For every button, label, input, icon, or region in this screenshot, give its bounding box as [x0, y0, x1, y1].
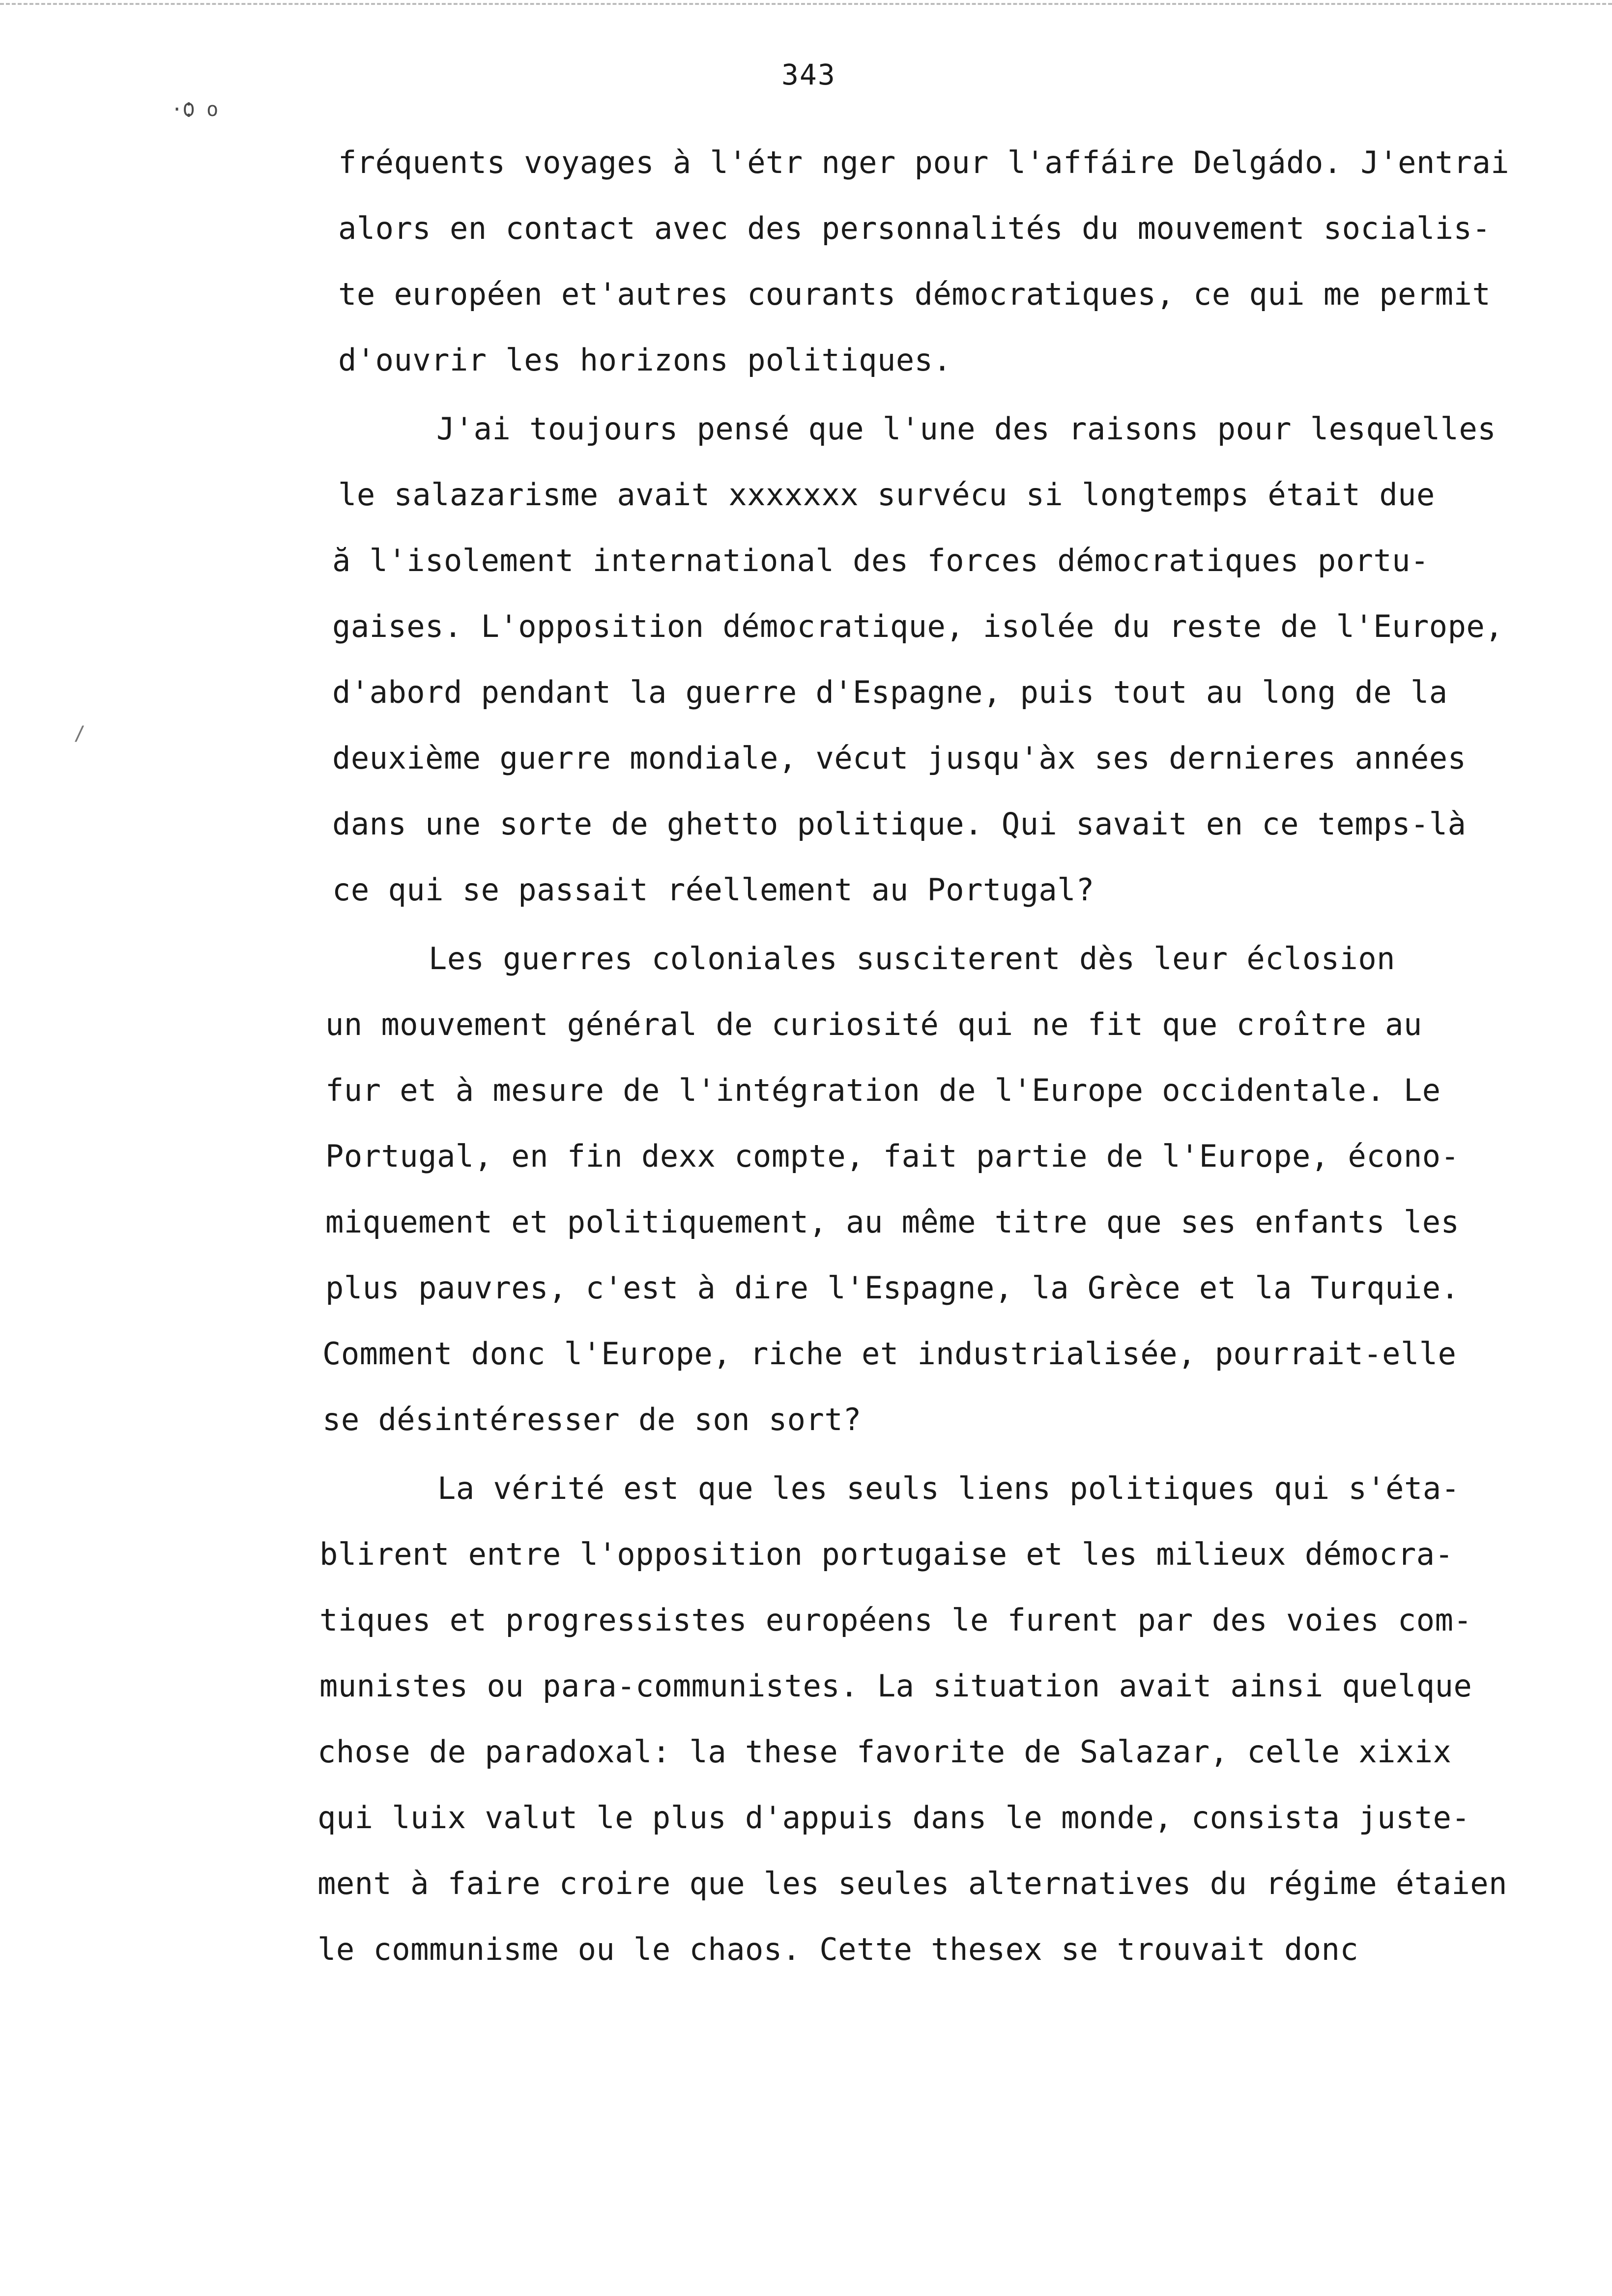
text-line: fréquents voyages à l'étr nger pour l'affáire Delgádo. J'entrai	[338, 144, 1510, 180]
text-line: tiques et progressistes européens le furent par des voies com-	[319, 1602, 1472, 1638]
text-line: Comment donc l'Europe, riche et industrialisée, pourrait-elle	[322, 1336, 1457, 1372]
text-line: J'ai toujours pensé que l'une des raisons pour lesquelles	[436, 411, 1497, 447]
text-line: te européen et'autres courants démocratiques, ce qui me permit	[338, 276, 1491, 312]
text-line: d'abord pendant la guerre d'Espagne, puis tout au long de la	[332, 674, 1448, 710]
text-line: qui luix valut le plus d'appuis dans le monde, consista juste-	[317, 1800, 1470, 1836]
text-line: ă l'isolement international des forces démocratiques portu-	[332, 543, 1429, 578]
text-line: se désintéresser de son sort?	[322, 1402, 862, 1437]
text-line: plus pauvres, c'est à dire l'Espagne, la Grèce et la Turquie.	[325, 1270, 1460, 1306]
text-line: chose de paradoxal: la these favorite de Salazar, celle xixix	[317, 1734, 1452, 1770]
text-line: blirent entre l'opposition portugaise et les milieux démocra-	[319, 1536, 1454, 1572]
text-line: La vérité est que les seuls liens politiques qui s'éta-	[437, 1470, 1460, 1506]
text-line: le salazarisme avait xxxxxxx survécu si longtemps était due	[338, 477, 1435, 513]
text-line: deuxième guerre mondiale, vécut jusqu'àx ses dernieres années	[332, 740, 1467, 776]
text-line: fur et à mesure de l'intégration de l'Europe occidentale. Le	[325, 1072, 1441, 1108]
text-line: le communisme ou le chaos. Cette thesex se trouvait donc	[317, 1931, 1359, 1967]
text-line: gaises. L'opposition démocratique, isolée du reste de l'Europe,	[332, 608, 1504, 644]
text-line: Les guerres coloniales susciterent dès leur éclosion	[429, 941, 1396, 976]
text-line: munistes ou para-communistes. La situation avait ainsi quelque	[319, 1668, 1472, 1704]
margin-tick: /	[74, 722, 86, 745]
text-line: alors en contact avec des personnalités du mouvement socialis-	[338, 210, 1491, 246]
text-line: un mouvement général de curiosité qui ne fit que croître au	[325, 1006, 1422, 1042]
top-edge-rule	[0, 3, 1612, 5]
text-line: ment à faire croire que les seules alternatives du régime étaien	[317, 1866, 1507, 1901]
text-line: miquement et politiquement, au même titre que ses enfants les	[325, 1204, 1460, 1240]
margin-mark: ·Ѻ o	[171, 98, 219, 121]
text-line: dans une sorte de ghetto politique. Qui savait en ce temps-là	[332, 806, 1467, 842]
text-line: Portugal, en fin dexx compte, fait partie de l'Europe, écono-	[325, 1138, 1460, 1174]
text-line: d'ouvrir les horizons politiques.	[338, 342, 952, 378]
text-line: ce qui se passait réellement au Portugal?	[332, 872, 1094, 908]
page-number: 343	[781, 58, 836, 91]
